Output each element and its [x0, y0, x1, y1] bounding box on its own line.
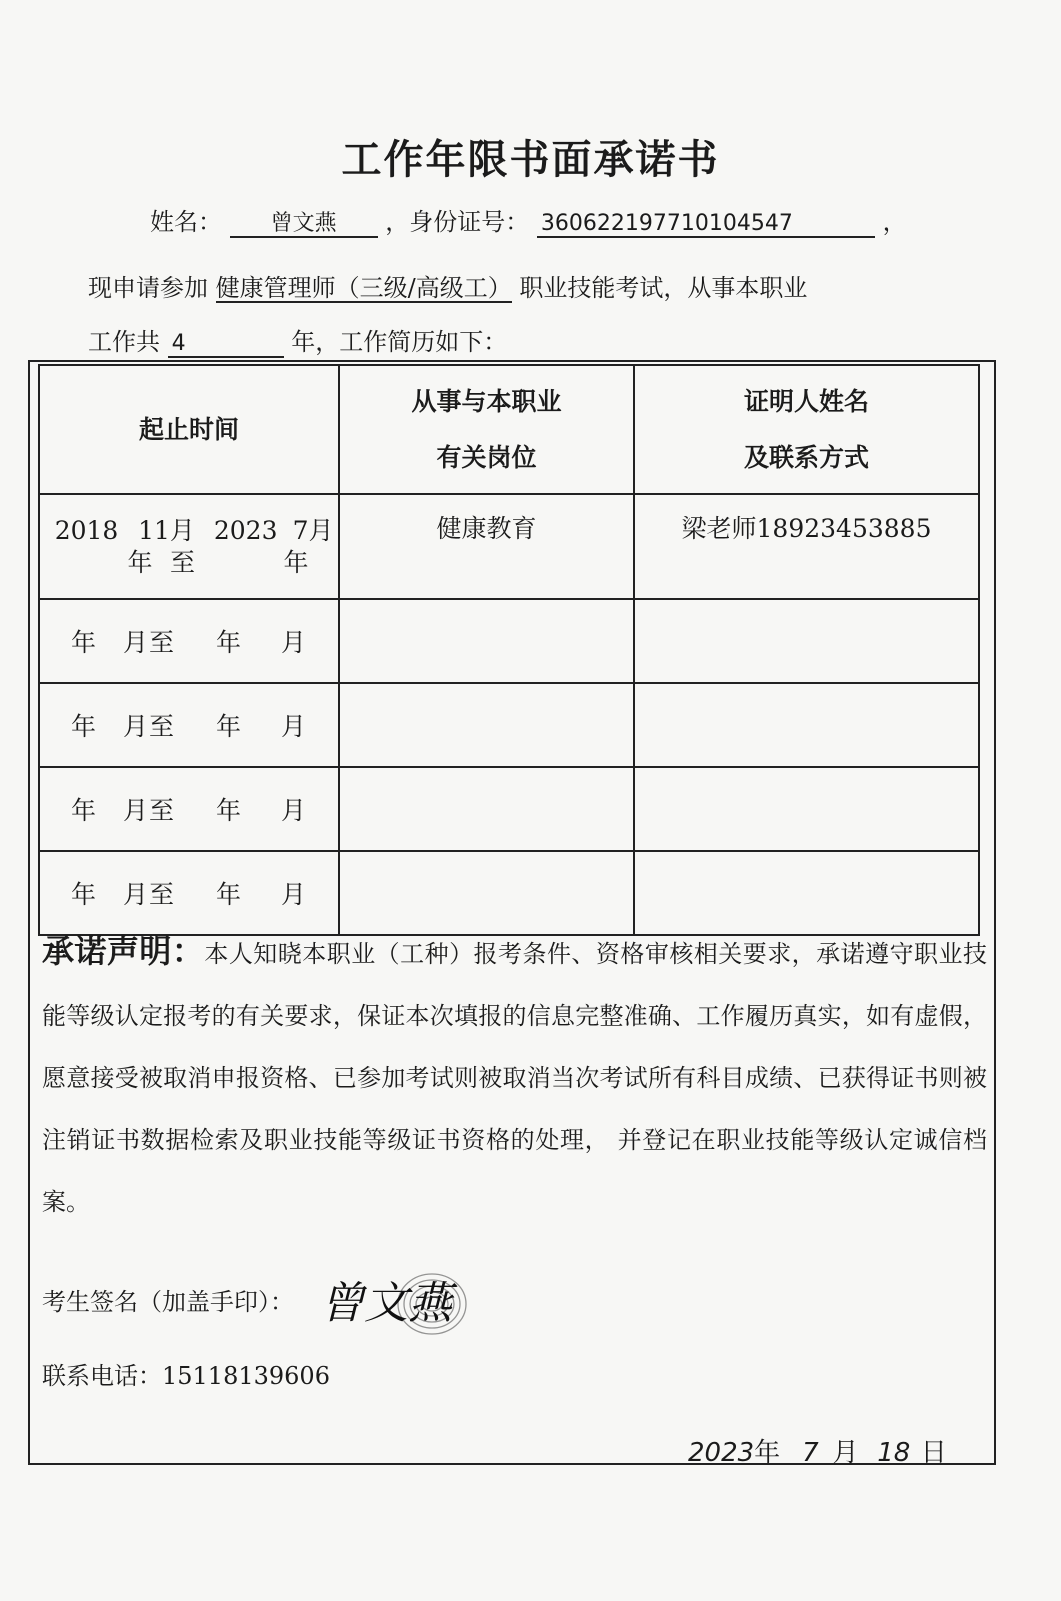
- work-history-table: [38, 364, 980, 936]
- end-month: 7月: [292, 515, 334, 545]
- apply-suffix: 职业技能考试，从事本职业: [519, 274, 808, 302]
- period-cell: 年 月至 年 月: [39, 599, 339, 683]
- years-line: [88, 322, 507, 358]
- period-cell: [39, 494, 339, 599]
- end-year: 2023: [213, 515, 278, 545]
- to-char: 至: [169, 547, 195, 577]
- header-period: 起止时间: [39, 365, 339, 494]
- header-reference: [634, 365, 979, 494]
- signature-row: [42, 1282, 294, 1317]
- period-cell: 年 月至 年 月: [39, 851, 339, 935]
- reference-cell: [634, 683, 979, 767]
- commitment-statement: [42, 920, 987, 1233]
- years-value: 4: [168, 332, 284, 358]
- header-reference-line2: 及联系方式: [743, 442, 869, 472]
- position-cell: [339, 683, 634, 767]
- period-cell: 年 月至 年 月: [39, 767, 339, 851]
- header-reference-line1: 证明人姓名: [743, 386, 869, 416]
- year-char-1: 年: [127, 547, 153, 577]
- position-cell: [339, 599, 634, 683]
- phone-value: 15118139606: [162, 1362, 330, 1390]
- statement-lead: 承诺声明：: [42, 932, 205, 970]
- id-suffix: ，: [882, 208, 907, 236]
- name-label: 姓名：: [150, 208, 222, 236]
- reference-cell: [634, 599, 979, 683]
- date-year: 2023: [688, 1438, 755, 1468]
- phone-label: 联系电话：: [42, 1362, 162, 1390]
- position-cell: 健康教育: [339, 494, 634, 599]
- period-cell: 年 月至 年 月: [39, 683, 339, 767]
- reference-cell: 梁老师18923453885: [634, 494, 979, 599]
- years-prefix: 工作共: [88, 328, 160, 356]
- year-char-2: 年: [283, 547, 309, 577]
- table-row: [39, 683, 979, 767]
- statement-body: 本人知晓本职业（工种）报考条件、资格审核相关要求，承诺遵守职业技能等级认定报考的有关要求，保证本次填报的信息完整准确、工作履历真实，如有虚假，愿意接受被取消申报资格、已参加考试则被取消当次考试所有科目成绩、已获得证书则被注销证书数据检索及职业技能等级证书资格的处理， 并登记在职业技能等级认定诚信档案。: [42, 940, 987, 1216]
- handwritten-signature-with-fingerprint: [312, 1262, 482, 1342]
- date-month: 7: [802, 1438, 819, 1468]
- table-row: [39, 599, 979, 683]
- apply-prefix: 现申请参加: [88, 274, 208, 302]
- signing-date: [688, 1432, 947, 1469]
- start-year: 2018: [54, 515, 119, 545]
- signature-label: 考生签名（加盖手印）：: [42, 1288, 294, 1316]
- start-month: 11月: [138, 515, 195, 545]
- table-row: [39, 767, 979, 851]
- reference-cell: [634, 767, 979, 851]
- phone-row: [42, 1356, 330, 1391]
- header-position-line1: 从事与本职业: [411, 386, 562, 416]
- table-row: [39, 494, 979, 599]
- name-value: 曾文燕: [230, 212, 378, 238]
- date-month-char: 月: [832, 1438, 859, 1468]
- exam-value: 健康管理师（三级/高级工）: [215, 274, 512, 302]
- table-header-row: [39, 365, 979, 494]
- date-day: 18: [877, 1438, 911, 1468]
- header-position: [339, 365, 634, 494]
- apply-line: [88, 268, 807, 303]
- name-id-line: [150, 202, 907, 238]
- id-number-value: 360622197710104547: [537, 212, 875, 238]
- position-cell: [339, 767, 634, 851]
- document-title: 工作年限书面承诺书: [341, 137, 720, 183]
- years-suffix: 年，工作简历如下：: [291, 328, 508, 356]
- signature-text: 曾文燕: [320, 1278, 452, 1329]
- header-position-line2: 有关岗位: [436, 442, 537, 472]
- date-year-char: 年: [754, 1438, 781, 1468]
- date-day-char: 日: [920, 1438, 947, 1468]
- id-label: ，身份证号：: [385, 208, 530, 236]
